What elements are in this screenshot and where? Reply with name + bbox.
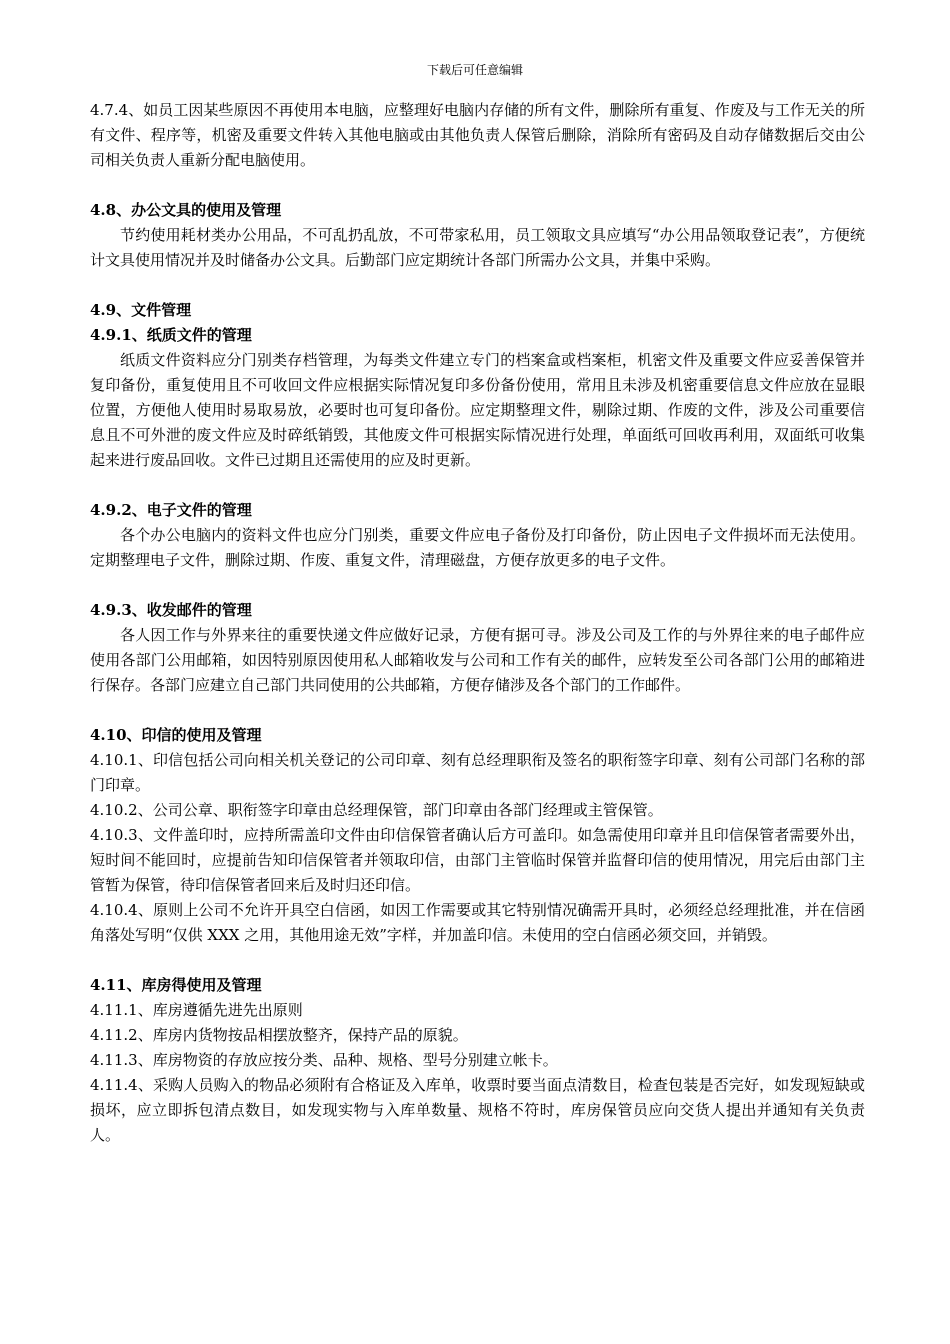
heading-4-11: 4.11、库房得使用及管理	[90, 976, 262, 994]
paragraph-4-7-4: 4.7.4、如员工因某些原因不再使用本电脑，应整理好电脑内存储的所有文件，删除所有重复、作废及与工作无关的所有文件、程序等，机密及重要文件转入其他电脑或由其他负责人保管后删除，消除所有密码及自动存储数据后交由公司相关负责人重新分配电脑使用。	[90, 101, 865, 169]
spacer	[90, 698, 865, 723]
spacer	[90, 173, 865, 198]
spacer	[90, 948, 865, 973]
spacer	[90, 473, 865, 498]
paragraph-4-10-1: 4.10.1、印信包括公司向相关机关登记的公司印章、刻有总经理职衔及签名的职衔签字印章、刻有公司部门名称的部门印章。	[90, 751, 865, 794]
spacer	[90, 573, 865, 598]
heading-4-10: 4.10、印信的使用及管理	[90, 726, 262, 744]
paragraph-4-10-2: 4.10.2、公司公章、职衔签字印章由总经理保管，部门印章由各部门经理或主管保管。	[90, 801, 663, 819]
paragraph-4-11-3: 4.11.3、库房物资的存放应按分类、品种、规格、型号分别建立帐卡。	[90, 1051, 558, 1069]
page-header: 下载后可任意编辑	[426, 63, 523, 77]
heading-4-9-3: 4.9.3、收发邮件的管理	[90, 601, 252, 619]
paragraph-4-11-2: 4.11.2、库房内货物按品相摆放整齐，保持产品的原貌。	[90, 1026, 468, 1044]
paragraph-4-9-2: 各个办公电脑内的资料文件也应分门别类，重要文件应电子备份及打印备份，防止因电子文件损坏而无法使用。定期整理电子文件，删除过期、作废、重复文件，清理磁盘，方便存放更多的电子文件。	[90, 526, 865, 569]
spacer	[90, 273, 865, 298]
heading-4-8: 4.8、办公文具的使用及管理	[90, 201, 282, 219]
heading-4-9: 4.9、文件管理	[90, 301, 192, 319]
paragraph-4-9-3: 各人因工作与外界来往的重要快递文件应做好记录，方便有据可寻。涉及公司及工作的与外界往来的电子邮件应使用各部门公用邮箱，如因特别原因使用私人邮箱收发与公司和工作有关的邮件，应转发至公司各部门公用的邮箱进行保存。各部门应建立自己部门共同使用的公共邮箱，方便存储涉及各个部门的工作邮件。	[90, 626, 865, 694]
document-body	[90, 98, 865, 1148]
paragraph-4-8: 节约使用耗材类办公用品，不可乱扔乱放，不可带家私用，员工领取文具应填写“办公用品领取登记表”，方便统计文具使用情况并及时储备办公文具。后勤部门应定期统计各部门所需办公文具，并集中采购。	[90, 226, 865, 269]
heading-4-9-2: 4.9.2、电子文件的管理	[90, 501, 252, 519]
paragraph-4-10-3: 4.10.3、文件盖印时，应持所需盖印文件由印信保管者确认后方可盖印。如急需使用印章并且印信保管者需要外出，短时间不能回时，应提前告知印信保管者并领取印信，由部门主管临时保管并监督印信的使用情况，用完后由部门主管暂为保管，待印信保管者回来后及时归还印信。	[90, 826, 865, 894]
paragraph-4-11-1: 4.11.1、库房遵循先进先出原则	[90, 1001, 303, 1019]
paragraph-4-9-1: 纸质文件资料应分门别类存档管理，为每类文件建立专门的档案盒或档案柜，机密文件及重要文件应妥善保管并复印备份，重复使用且不可收回文件应根据实际情况复印多份备份使用，常用且未涉及机密重要信息文件应放在显眼位置，方便他人使用时易取易放，必要时也可复印备份。应定期整理文件，剔除过期、作废的文件，涉及公司重要信息且不可外泄的废文件应及时碎纸销毁，其他废文件可根据实际情况进行处理，单面纸可回收再利用，双面纸可收集起来进行废品回收。文件已过期且还需使用的应及时更新。	[90, 351, 865, 469]
paragraph-4-11-4: 4.11.4、采购人员购入的物品必须附有合格证及入库单，收票时要当面点清数目，检查包装是否完好，如发现短缺或损坏，应立即拆包清点数目，如发现实物与入库单数量、规格不符时，库房保管员应向交货人提出并通知有关负责人。	[90, 1076, 865, 1144]
paragraph-4-10-4: 4.10.4、原则上公司不允许开具空白信函，如因工作需要或其它特别情况确需开具时，必须经总经理批准，并在信函角落处写明“仅供 XXX 之用，其他用途无效”字样，并加盖印信。未使用的空白信函必须交回，并销毁。	[90, 901, 865, 944]
heading-4-9-1: 4.9.1、纸质文件的管理	[90, 326, 252, 344]
